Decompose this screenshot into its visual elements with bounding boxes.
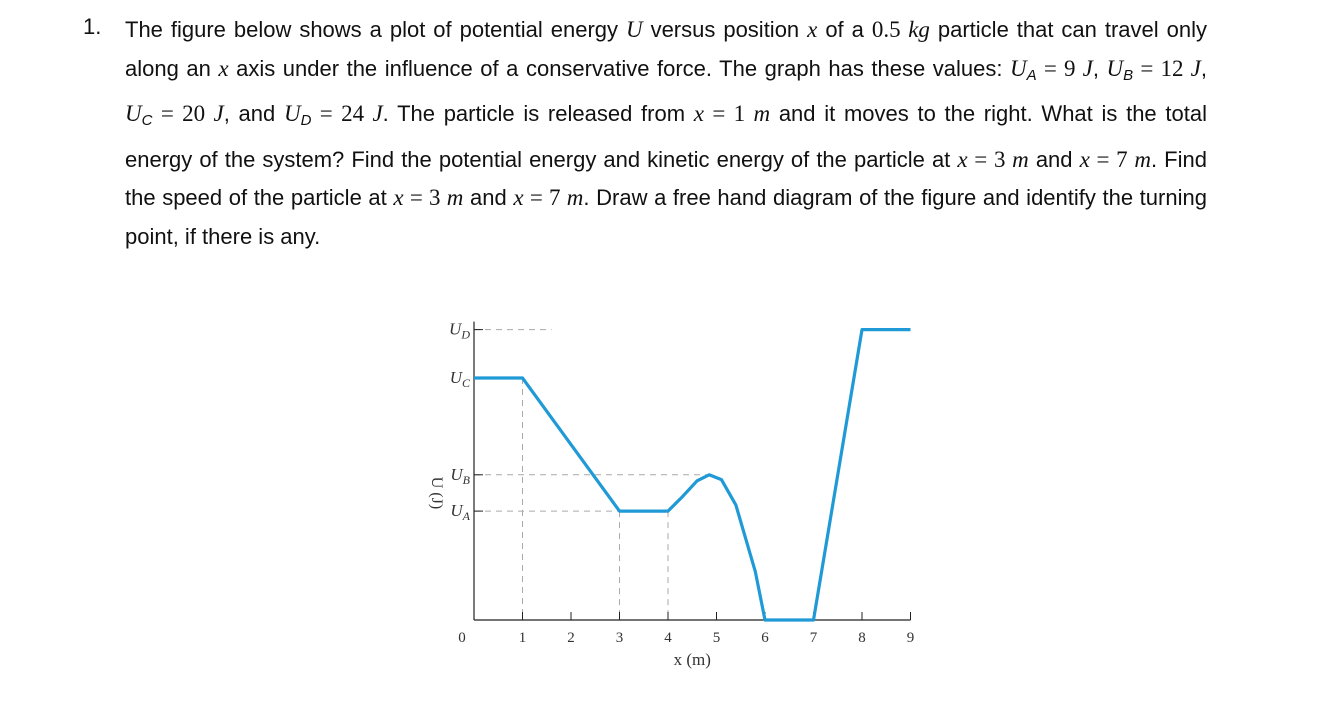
statement-segment: x — [1079, 146, 1090, 172]
statement-segment: 0.5 — [871, 17, 901, 42]
statement-segment: = 20 — [152, 101, 206, 127]
y-level-label — [449, 320, 470, 342]
y-level-symbol: U — [449, 368, 462, 387]
statement-segment: x — [513, 185, 524, 211]
statement-segment: J — [205, 101, 224, 127]
statement-segment: J — [1183, 55, 1201, 81]
y-level-symbol: U — [450, 501, 463, 521]
x-tick-label: 6 — [761, 630, 769, 646]
x-tick-label: 1 — [518, 630, 527, 646]
y-level-label — [450, 501, 470, 523]
x-tick-labels — [458, 630, 914, 646]
problem-statement — [125, 11, 1207, 257]
statement-subscript: C — [141, 112, 153, 130]
statement-segment: x — [393, 185, 404, 211]
x-tick-label: 7 — [809, 630, 818, 646]
potential-energy-figure — [400, 300, 940, 685]
statement-segment: x — [807, 17, 818, 42]
statement-segment: , — [1200, 55, 1207, 81]
y-level-label — [450, 368, 471, 390]
statement-segment: = 7 — [1089, 146, 1128, 172]
x-tick-label: 9 — [906, 630, 915, 646]
statement-segment: kg — [900, 17, 930, 42]
statement-segment: , — [1092, 55, 1107, 81]
x-axis-label: x (m) — [673, 650, 711, 669]
y-level-subscript: D — [461, 327, 470, 342]
statement-segment: versus position — [642, 17, 808, 42]
statement-segment: = 1 — [703, 101, 746, 127]
y-level-label — [450, 465, 470, 487]
statement-segment: particle that can travel only along an — [125, 17, 1207, 81]
statement-segment: U — [1106, 55, 1124, 81]
statement-segment: m — [1127, 146, 1151, 172]
statement-segment: of a — [817, 17, 872, 42]
axes — [474, 322, 911, 620]
statement-segment: and — [463, 185, 514, 211]
x-tick-label: 2 — [567, 630, 575, 646]
y-level-subscript: A — [462, 509, 470, 524]
statement-segment: U — [625, 17, 643, 42]
y-level-labels — [449, 320, 471, 523]
statement-segment: = 3 — [967, 146, 1006, 172]
statement-segment: x — [693, 101, 704, 127]
statement-segment: m — [440, 185, 464, 211]
statement-subscript: D — [300, 112, 312, 130]
statement-segment: m — [1005, 146, 1029, 172]
statement-segment: U — [125, 101, 142, 127]
statement-segment: , and — [223, 101, 284, 127]
statement-segment: = 24 — [311, 101, 365, 127]
statement-subscript: A — [1026, 66, 1037, 84]
statement-segment: . Draw a free hand diagram of the figure and identify the turning point, if there is any. — [125, 185, 1207, 249]
statement-segment: J — [364, 101, 383, 127]
x-tick-label: 8 — [858, 630, 866, 646]
statement-segment: = 7 — [523, 185, 561, 211]
statement-segment: = 3 — [403, 185, 441, 211]
statement-segment: x — [957, 146, 968, 172]
statement-segment: . Find the speed of the particle at — [125, 146, 1207, 211]
potential-curve — [474, 330, 911, 620]
problem-number: 1. — [83, 14, 102, 39]
statement-segment: . The particle is released from — [382, 101, 694, 127]
x-tick-label: 4 — [664, 630, 672, 646]
y-level-symbol: U — [449, 319, 462, 339]
statement-segment: m — [560, 185, 584, 211]
y-level-subscript: C — [461, 376, 470, 390]
statement-segment: U — [283, 101, 301, 127]
statement-segment: = 12 — [1133, 55, 1184, 81]
statement-subscript: B — [1123, 66, 1134, 84]
statement-segment: The figure below shows a plot of potential energy — [125, 17, 626, 42]
statement-segment: J — [1075, 55, 1093, 81]
statement-segment: U — [1010, 55, 1027, 81]
y-axis-label: U (J) — [428, 476, 445, 510]
statement-segment: = 9 — [1036, 55, 1076, 81]
statement-segment: m — [745, 101, 771, 127]
statement-segment: x — [218, 55, 229, 81]
x-tick-label: 3 — [615, 630, 624, 646]
statement-segment: and — [1028, 146, 1080, 172]
x-tick-label: 0 — [458, 630, 466, 646]
x-tick-label: 5 — [712, 630, 721, 646]
statement-segment: and it moves to the right. What is the total energy of the system? Find the potential energy and kinetic energy of the particle at — [125, 101, 1207, 172]
y-level-symbol: U — [450, 464, 463, 484]
statement-segment: axis under the influence of a conservative force. The graph has these values: — [228, 55, 1010, 81]
y-level-subscript: B — [462, 472, 470, 487]
